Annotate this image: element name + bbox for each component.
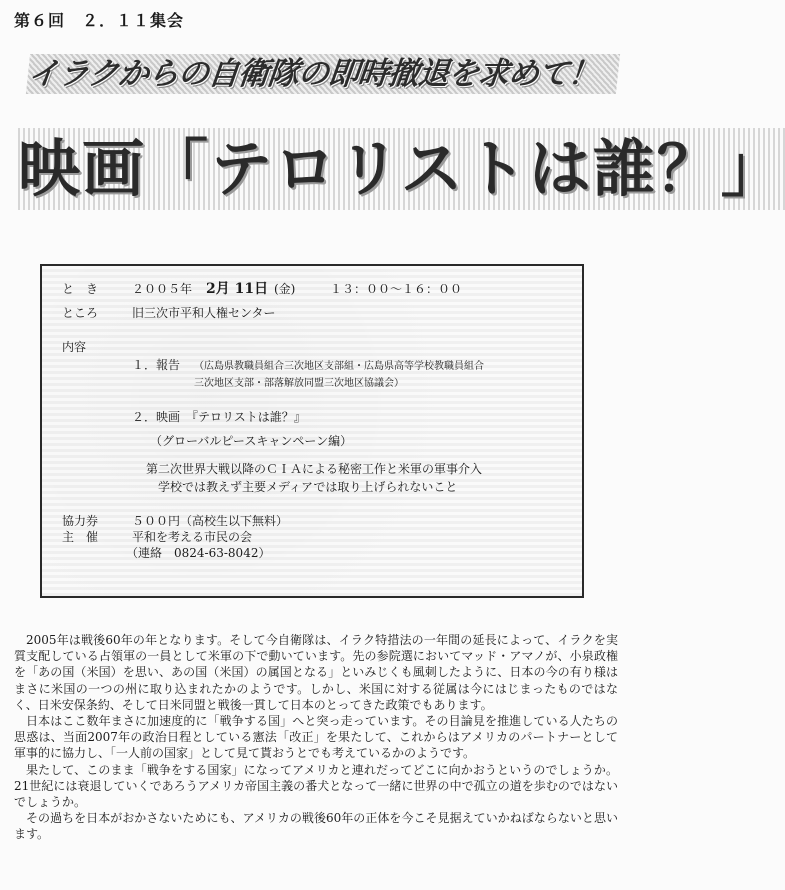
item2-heading: ２．映画 『テロリストは誰？』 [132,410,306,424]
item1-detail-a: （広島県教職員組合三次地区支部組・広島県高等学校教職員組合 [194,361,484,372]
item2-desc-a: 第二次世界大戦以降のＣＩＡによる秘密工作と米軍の軍事介入 [146,462,483,476]
date-day: (金) [274,282,296,296]
item2-sub: （グローバルピースキャンペーン編） [150,434,353,448]
host-value: 平和を考える市民の会 [132,530,253,544]
date-time: １３：００〜１６：００ [330,282,463,296]
event-info-box [40,264,584,598]
fee-value: ５００円（高校生以下無料） [132,514,289,528]
body-text [14,632,618,843]
date-label: と き [62,282,99,296]
item1-heading: １．報告 [132,358,181,372]
date-main: 2月 11日 [206,281,269,297]
contact-value: （連絡 0824-63-8042） [126,546,271,560]
flyer-subtitle: イラクからの自衛隊の即時撤退を求めて！ [26,54,620,94]
item2-desc-b: 学校では教えず主要メディアでは取り上げられないこと [158,480,458,494]
content-label: 内容 [62,340,87,354]
event-header: 第６回 ２．１１集会 [14,11,185,30]
host-label: 主 催 [62,530,99,544]
flyer-title: 映画「テロリストは誰？」 [18,128,785,210]
paragraph: その過ちを日本がおかさないためにも、アメリカの戦後60年の正体を今こそ見据えていかねばならないと思います。 [14,811,618,842]
paragraph: 果たして、このまま「戦争をする国家」になってアメリカと連れだってどこに向かおうというのでしょうか。21世紀には衰退していくであろうアメリカ帝国主義の番犬となって一緒に世界の中で孤立の道を歩むのではないでしょうか。 [14,762,618,810]
paragraph: 日本はここ数年まさに加速度的に「戦争する国」へと突っ走っています。その目論見を推進している人たちの思惑は、当面2007年の政治日程としている憲法「改正」を果たして、これからはアメリカのパートナーとして軍事的に協力し、「一人前の国家」として見て貰おうとでも考えているかのようです。 [14,714,618,761]
date-prefix: ２００５年 [132,282,193,296]
place-value: 旧三次市平和人権センター [132,306,276,320]
paragraph: 2005年は戦後60年の年となります。そして今自衛隊は、イラク特措法の一年間の延長によって、イラクを実質支配している占領軍の一員として米軍の下で動いています。先の参院選においてマッド・アマノが、小泉政権を「あの国（米国）を思い、あの国（米国）の属国となる」といみじくも風刺したように、日本の今の有り様はまさに米国の一つの州に取り込まれたかのようです。しかし、米国に対する従属は今にはじまったものではなく、日米安保条約、そして日米同盟と戦後一貫して日本のとってきた政策でもあります。 [14,633,618,712]
fee-label: 協力券 [62,514,99,528]
place-label: ところ [62,306,99,320]
item1-detail-b: 三次地区支部・部落解放同盟三次地区協議会） [194,378,404,389]
